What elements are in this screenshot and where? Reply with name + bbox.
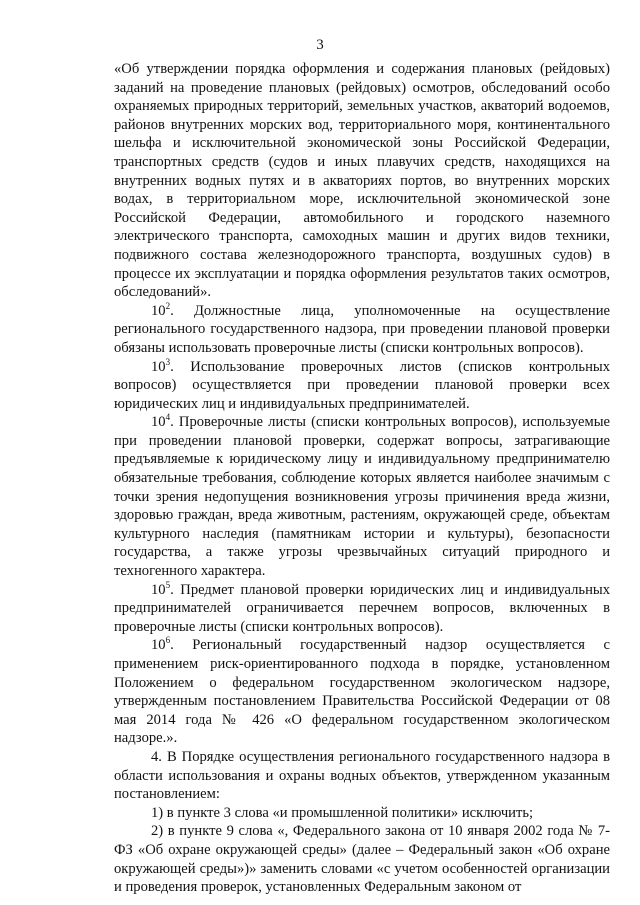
clause-text: . Использование проверочных листов (списков контрольных вопросов) осуществляется при проведении плановой проверки всех юридических лиц и индивидуальных предпринимателей.	[114, 358, 610, 412]
clause-superscript: 4	[165, 412, 171, 423]
paragraph-10-3	[114, 358, 610, 414]
paragraph-10-5	[114, 581, 610, 637]
clause-superscript: 6	[165, 635, 171, 646]
clause-number: 10	[151, 358, 166, 375]
clause-number: 10	[151, 581, 166, 598]
clause-superscript: 3	[165, 356, 171, 367]
clause-number: 10	[151, 637, 166, 654]
paragraph-10-6	[114, 636, 610, 748]
clause-text: . Должностные лица, уполномоченные на осуществление регионального государственного надзора, при проведении плановой проверки обязаны использовать проверочные листы (списки контрольных вопросов).	[114, 302, 610, 356]
document-body	[114, 60, 610, 897]
clause-superscript: 5	[165, 579, 171, 590]
paragraph-item-4: 4. В Порядке осуществления регионального государственного надзора в области использования и охраны водных объектов, утвержденном указанным постановлением:	[114, 748, 610, 803]
paragraph-10-4	[114, 413, 610, 580]
clause-number: 10	[151, 414, 166, 431]
clause-text: . Региональный государственный надзор осуществляется с применением риск-ориентированного подхода в порядке, установленном Положением о федеральном государственном экологическом надзоре, утвержденным постановлением Правительства Российской Федерации от 08 мая 2014 года № 426 «О федеральном государственном экологическом надзоре.».	[114, 637, 610, 747]
clause-text: . Проверочные листы (списки контрольных вопросов), используемые при проведении плановой проверки, содержат вопросы, затрагивающие предъявляемые к юридическому лицу и индивидуальному предпринимателю обязательные требования, соблюдение которых является наиболее значимым с точки зрения недопущения возникновения угрозы причинения вреда жизни, здоровью граждан, вреда животным, растениям, окружающей среде, объектам культурного наследия (памятникам истории и культуры), безопасности государства, а также угрозы чрезвычайных ситуаций природного и техногенного характера.	[114, 414, 610, 580]
clause-superscript: 2	[165, 300, 171, 311]
paragraph-subitem-2: 2) в пункте 9 слова «, Федерального закона от 10 января 2002 года № 7-ФЗ «Об охране окружающей среды» (далее – Федеральный закон «Об охране окружающей среды»)» заменить словами «с учетом особенностей организации и проведения проверок, установленных Федеральным законом от	[114, 823, 610, 896]
paragraph-order-title-continuation: «Об утверждении порядка оформления и содержания плановых (рейдовых) заданий на проведение плановых (рейдовых) осмотров, обследований особо охраняемых природных территорий, земельных участков, акваторий водоемов, районов внутренних морских вод, территориального моря, континентального шельфа и исключительной экономической зоны Российской Федерации, транспортных средств (судов и иных плавучих средств, находящихся на внутренних водных путях и в акваториях портов, во внутренних морских водах, в территориальном море, исключительной экономической зоне Российской Федерации, автомобильного и городского наземного электрического транспорта, самоходных машин и других видов техники, подвижного состава железнодорожного транспорта, воздушных судов) в процессе их эксплуатации и порядка оформления результатов таких осмотров, обследований».	[114, 61, 610, 301]
clause-number: 10	[151, 302, 166, 319]
clause-text: . Предмет плановой проверки юридических лиц и индивидуальных предпринимателей ограничивается перечнем вопросов, включенных в проверочные листы (списки контрольных вопросов).	[114, 581, 610, 635]
paragraph-10-2	[114, 302, 610, 358]
page-number: 3	[316, 37, 324, 53]
paragraph-subitem-1: 1) в пункте 3 слова «и промышленной политики» исключить;	[151, 804, 534, 821]
